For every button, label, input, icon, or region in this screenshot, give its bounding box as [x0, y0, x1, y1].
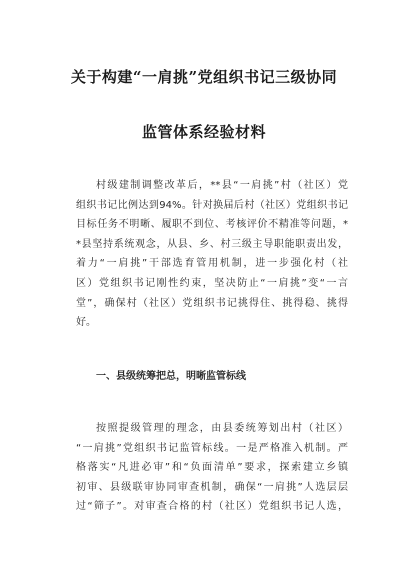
section-heading-1: 一、县级统筹把总，明晰监管标线 — [96, 371, 246, 382]
paragraph-line: 组织书记比例达到94%。针对换届后村（社区）党组织书记 — [76, 199, 348, 211]
paragraph-line: 着力“一肩挑”干部选育管用机制，进一步强化村（社 — [76, 258, 348, 270]
paragraph-line: 格落实“凡进必审”和“负面清单”要求，探索建立乡镇 — [76, 462, 348, 474]
document-title-line-2: 监管体系经验材料 — [141, 123, 266, 141]
paragraph-line: 区）党组织书记刚性约束，坚决防止“一肩挑”变“一言 — [76, 277, 348, 289]
paragraph-1 — [76, 176, 348, 333]
paragraph-line: 目标任务不明晰、履职不到位、考核评价不精准等问题，* — [76, 219, 348, 231]
paragraph-line: 村级建制调整改革后，**县“一肩挑”村（社区）党 — [96, 180, 348, 191]
paragraph-line: 堂”，确保村（社区）党组织书记挑得住、挑得稳、挑得 — [76, 297, 348, 309]
paragraph-line: 初审、县级联审协同审查机制，确保“一肩挑”人选层层 — [76, 481, 348, 493]
paragraph-line: “一肩挑”党组织书记监管标线。一是严格准入机制。严 — [76, 442, 348, 454]
paragraph-line: *县坚持系统观念，从县、乡、村三级主导职能职责出发， — [76, 238, 348, 250]
paragraph-line: 过“筛子”。对审查合格的村（社区）党组织书记人选， — [76, 501, 348, 513]
document-title-line-1: 关于构建“一肩挑”党组织书记三级协同 — [70, 68, 338, 86]
paragraph-line: 按照提级管理的理念，由县委统筹划出村（社区） — [96, 423, 348, 434]
paragraph-2 — [76, 419, 348, 517]
paragraph-line: 好。 — [76, 317, 96, 329]
